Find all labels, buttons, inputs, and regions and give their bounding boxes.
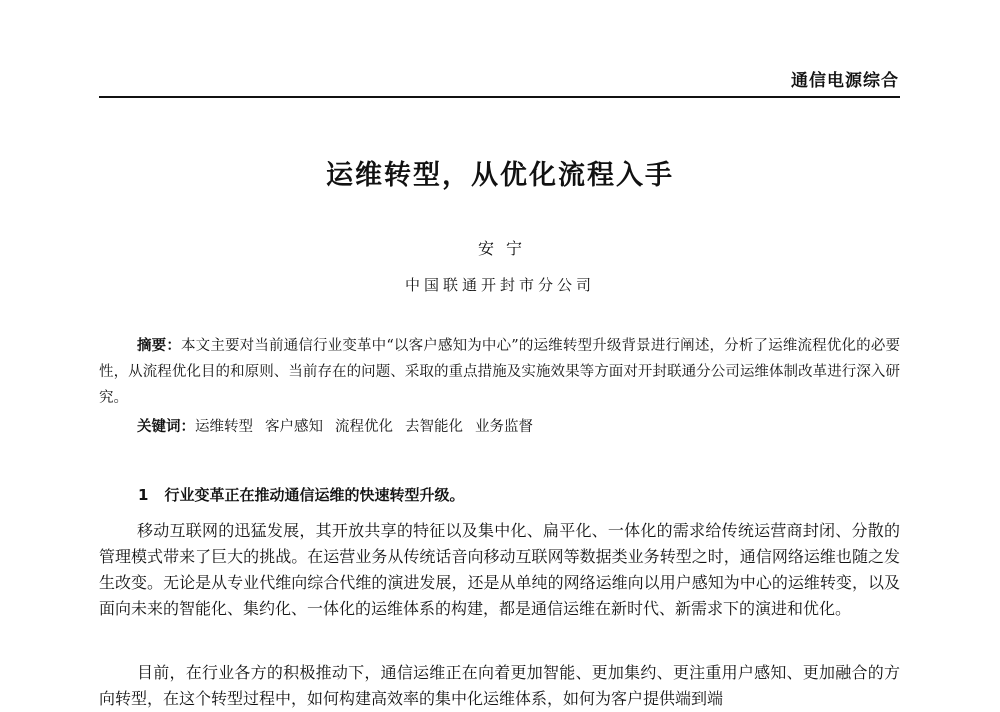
body-paragraph-2: 目前，在行业各方的积极推动下，通信运维正在向着更加智能、更加集约、更注重用户感知、更加融合的方向转型，在这个转型过程中，如何构建高效率的集中化运维体系，如何为客户提供端到端 bbox=[99, 663, 900, 708]
section-heading-text: 行业变革正在推动通信运维的快速转型升级。 bbox=[164, 486, 465, 504]
abstract-text: 本文主要对当前通信行业变革中“以客户感知为中心”的运维转型升级背景进行阐述，分析了运维流程优化的必要性，从流程优化目的和原则、当前存在的问题、采取的重点措施及实施效果等方面对开封联通分公司运维体制改革进行深入研究。 bbox=[99, 338, 901, 406]
author-affiliation: 中国联通开封市分公司 bbox=[404, 276, 595, 294]
journal-header-title: 通信电源综合 bbox=[791, 71, 899, 91]
abstract-label: 摘要： bbox=[137, 338, 182, 354]
section-heading bbox=[138, 484, 464, 505]
keyword-item: 业务监督 bbox=[475, 419, 533, 435]
keywords-label: 关键词： bbox=[137, 419, 195, 435]
section-number: 1 bbox=[138, 486, 149, 504]
keyword-item: 运维转型 bbox=[195, 419, 253, 435]
paper-title: 运维转型，从优化流程入手 bbox=[326, 160, 674, 191]
keywords bbox=[99, 414, 900, 440]
keyword-item: 去智能化 bbox=[405, 419, 463, 435]
author-name: 安宁 bbox=[477, 239, 534, 258]
abstract bbox=[99, 333, 900, 411]
keyword-item: 客户感知 bbox=[265, 419, 323, 435]
body-paragraph-1: 移动互联网的迅猛发展，其开放共享的特征以及集中化、扁平化、一体化的需求给传统运营商封闭、分散的管理模式带来了巨大的挑战。在运营业务从传统话音向移动互联网等数据类业务转型之时，通信网络运维也随之发生改变。无论是从专业代维向综合代维的演进发展，还是从单纯的网络运维向以用户感知为中心的运维转变，以及面向未来的智能化、集约化、一体化的运维体系的构建，都是通信运维在新时代、新需求下的演进和优化。 bbox=[99, 521, 900, 618]
header-divider bbox=[99, 96, 900, 98]
keyword-item: 流程优化 bbox=[335, 419, 393, 435]
